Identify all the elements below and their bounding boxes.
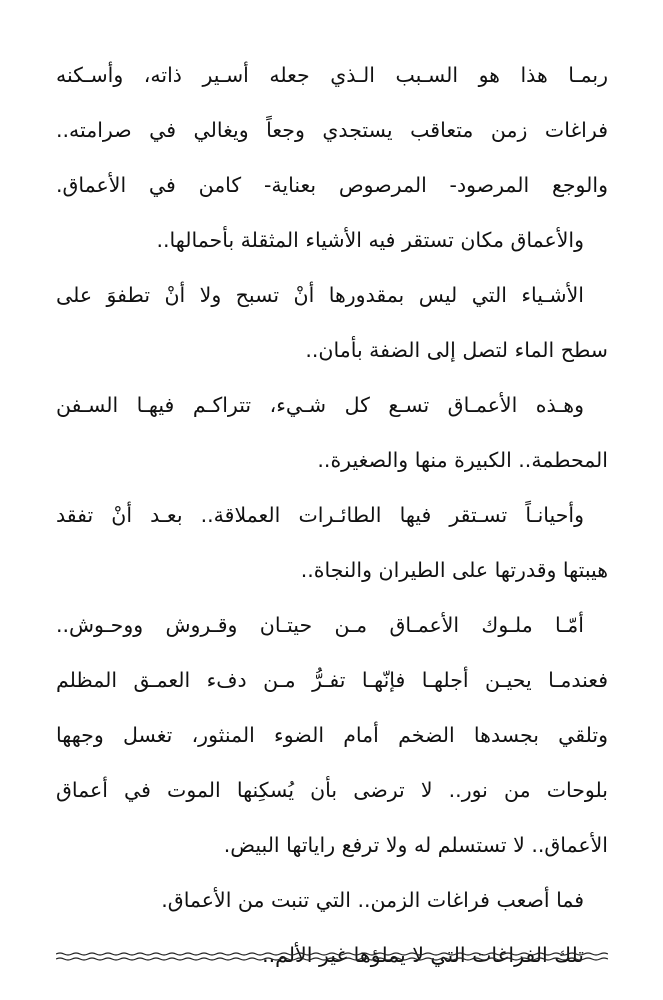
page-body xyxy=(56,48,608,983)
text-line: بلوحات من نور.. لا ترضى بأن يُسكِنها الموت في أعماق xyxy=(56,778,608,802)
text-line: ربمـا هذا هو السـبب الـذي جعله أسـير ذاته، وأسـكنه xyxy=(56,63,608,87)
text-line: وأحيانـاً تسـتقر فيها الطائـرات العملاقة.. بعـد أنْ تفقد xyxy=(56,503,584,527)
text-line: والوجع المرصود- المرصوص بعناية- كامن في الأعماق. xyxy=(56,173,608,197)
text-line: وتلقي بجسدها الضخم أمام الضوء المنثور، تغسل وجهها xyxy=(56,723,608,747)
text-line: فعندمـا يحيـن أجلهـا فإنّهـا تفـرُّ مـن دفء العمـق المظلم xyxy=(56,668,608,692)
text-line: والأعماق مكان تستقر فيه الأشياء المثقلة بأحمالها.. xyxy=(156,228,584,252)
text-line: تلك الفراغات التي لا يملؤها غير الألم.. xyxy=(262,943,584,967)
text-line: الأعماق.. لا تستسلم له ولا ترفع راياتها البيض. xyxy=(223,833,608,857)
text-line: المحطمة.. الكبيرة منها والصغيرة.. xyxy=(317,448,608,472)
wavy-divider xyxy=(56,950,608,964)
text-line: هيبتها وقدرتها على الطيران والنجاة.. xyxy=(300,558,608,582)
text-line: أمّـا ملـوك الأعمـاق مـن حيتـان وقـروش ووحـوش.. xyxy=(56,613,584,637)
text-line: وهـذه الأعمـاق تسـع كل شـيء، تتراكـم فيهـا السـفن xyxy=(56,393,584,417)
text-line: الأشـياء التي ليس بمقدورها أنْ تسبح ولا أنْ تطفوَ على xyxy=(56,283,584,307)
text-line: فما أصعب فراغات الزمن.. التي تنبت من الأعماق. xyxy=(161,888,584,912)
text-line: سطح الماء لتصل إلى الضفة بأمان.. xyxy=(305,338,608,362)
text-line: فراغات زمن متعاقب يستجدي وجعاً ويغالي في صرامته.. xyxy=(56,118,608,142)
